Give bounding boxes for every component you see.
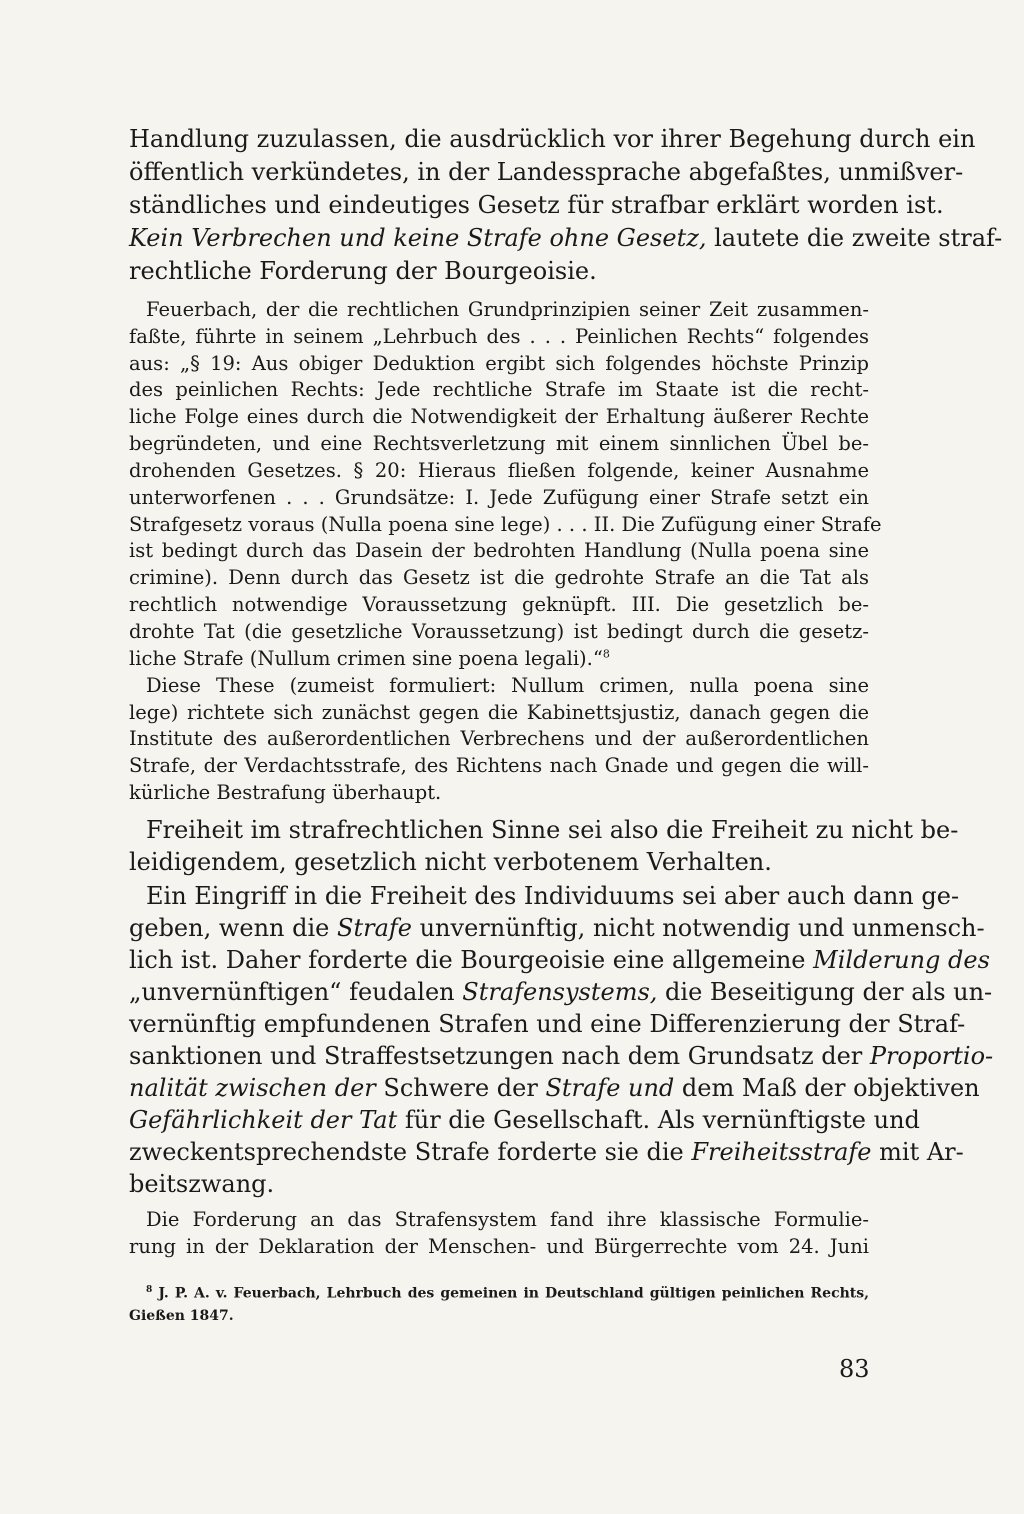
quote-line: begründeten, und eine Rechtsverletzung mit einem sinnlichen Übel be- [129,432,869,455]
quote-line: drohenden Gesetzes. § 20: Hieraus fließen folgende, keiner Ausnahme [129,459,869,482]
text-span: die Beseitigung der als un- [657,978,993,1006]
italic-phrase: nalität zwischen der [129,1074,376,1102]
quote-line: drohte Tat (die gesetzliche Voraussetzung) ist bedingt durch die gesetz- [129,620,869,643]
quote-line: crimine). Denn durch das Gesetz ist die gedrohte Strafe an die Tat als [129,566,869,589]
quote-line: des peinlichen Rechts: Jede rechtliche Strafe im Staate ist die recht- [129,378,869,401]
quote-line: Die Forderung an das Strafensystem fand ihre klassische Formulie- [146,1208,869,1231]
italic-phrase: Milderung des [813,946,990,974]
text-span: mit Ar- [871,1138,964,1166]
italic-phrase: Strafe und [545,1074,675,1102]
text-line [129,946,990,974]
text-span: lich ist. Daher forderte die Bourgeoisie eine allgemeine [129,946,814,974]
text-span: dem Maß der objektiven [674,1074,980,1102]
quote-line: Institute des außerordentlichen Verbrechens und der außerordentlichen [129,727,869,750]
footnote-reference: 8 [602,647,610,661]
text-line: Freiheit im strafrechtlichen Sinne sei also die Freiheit zu nicht be- [146,816,959,844]
text-span: Schwere der [375,1074,546,1102]
text-line [129,224,1003,252]
text-line [129,914,985,942]
quote-line: lege) richtete sich zunächst gegen die Kabinettsjustiz, danach gegen die [129,701,869,724]
quote-line: Feuerbach, der die rechtlichen Grundprinzipien seiner Zeit zusammen- [146,298,869,321]
text-line: vernünftig empfundenen Strafen und eine Differenzierung der Straf- [129,1010,966,1038]
footnote-line: Gießen 1847. [129,1308,234,1324]
text-span: lautete die zweite straf- [706,224,1003,252]
text-line [129,1074,980,1102]
quote-line: Strafgesetz voraus (Nulla poena sine lege) . . . II. Die Zufügung einer Strafe [129,513,882,536]
text-line [129,978,993,1006]
text-line: leidigendem, gesetzlich nicht verbotenem Verhalten. [129,848,772,876]
quote-line: ist bedingt durch das Dasein der bedrohten Handlung (Nulla poena sine [129,539,869,562]
italic-phrase: Strafe [337,914,412,942]
text-span: liche Strafe (Nullum crimen sine poena legali).“ [129,647,603,670]
text-line [129,1106,920,1134]
footnote-line [146,1285,869,1302]
text-line: ständliches und eindeutiges Gesetz für strafbar erklärt worden ist. [129,191,944,219]
text-span: sanktionen und Straffestsetzungen nach dem Grundsatz der [129,1042,870,1070]
text-line [129,1042,994,1070]
text-line: Ein Eingriff in die Freiheit des Individuums sei aber auch dann ge- [146,882,960,910]
italic-phrase: Strafensystems, [462,978,658,1006]
italic-phrase: Freiheitsstrafe [691,1138,872,1166]
text-line [129,1138,964,1166]
text-span: zweckentsprechendste Strafe forderte sie die [129,1138,692,1166]
quote-line: rung in der Deklaration der Menschen- und Bürgerrechte vom 24. Juni [129,1235,869,1258]
text-line: rechtliche Forderung der Bourgeoisie. [129,257,597,285]
text-span: für die Gesellschaft. Als vernünftigste und [397,1106,920,1134]
quote-line: unterworfenen . . . Grundsätze: I. Jede Zufügung einer Strafe setzt ein [129,486,869,509]
italic-phrase: Kein Verbrechen und keine Strafe ohne Gesetz, [129,224,707,252]
italic-phrase: Proportio- [869,1042,994,1070]
quote-line: kürliche Bestrafung überhaupt. [129,781,442,804]
quote-line: liche Folge eines durch die Notwendigkeit der Erhaltung äußerer Rechte [129,405,869,428]
quote-line: rechtlich notwendige Voraussetzung geknüpft. III. Die gesetzlich be- [129,593,869,616]
text-line: beitszwang. [129,1170,275,1198]
quote-line: aus: „§ 19: Aus obiger Deduktion ergibt sich folgendes höchste Prinzip [129,352,869,375]
quote-line: faßte, führte in seinem „Lehrbuch des . . . Peinlichen Rechts“ folgendes [129,325,869,348]
quote-line: Strafe, der Verdachtsstrafe, des Richtens nach Gnade und gegen die will- [129,754,869,777]
text-span: „unvernünftigen“ feudalen [129,978,463,1006]
text-span: J. P. A. v. Feuerbach, Lehrbuch des gemeinen in Deutschland gültigen peinlichen Rechts, [152,1285,869,1302]
text-line: Handlung zuzulassen, die ausdrücklich vor ihrer Begehung durch ein [129,125,976,153]
footnote-marker: 8 [146,1285,153,1295]
text-line: öffentlich verkündetes, in der Landessprache abgefaßtes, unmißver- [129,158,964,186]
text-span: geben, wenn die [129,914,338,942]
italic-phrase: Gefährlichkeit der Tat [129,1106,398,1134]
quote-line [129,647,610,670]
page-number: 83 [839,1355,870,1383]
text-span: unvernünftig, nicht notwendig und unmensch- [411,914,985,942]
quote-line: Diese These (zumeist formuliert: Nullum crimen, nulla poena sine [146,674,869,697]
